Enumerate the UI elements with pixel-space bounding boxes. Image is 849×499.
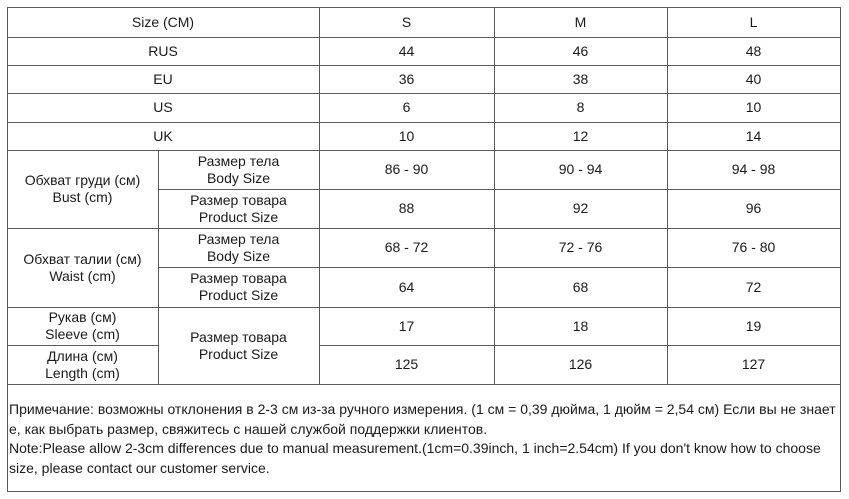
table-cell: 72 — [745, 278, 762, 295]
table-cell: 92 — [572, 200, 589, 216]
table-cell: 46 — [572, 42, 589, 59]
table-cell: 76 - 80 — [731, 239, 776, 255]
note-en-line: size, please contact our customer service. — [9, 459, 270, 476]
grid-line — [7, 384, 841, 385]
table-cell: 68 — [572, 278, 589, 295]
note-ru-line: Примечание: возможны отклонения в 2-3 см из-за ручного измерения. (1 см = 0,39 дюйма, 1 дюйм = 2,54 см) Если вы не знает — [9, 401, 836, 417]
note-en-line: Note:Please allow 2-3cm differences due to manual measurement.(1cm=0.39inch, 1 inch=2.54cm) If you don't know how to choose — [9, 440, 821, 456]
row-label-us: US — [153, 99, 173, 115]
measure-type-product: Размер товара Product Size — [190, 191, 287, 225]
table-cell: 12 — [572, 127, 589, 144]
table-cell: 38 — [572, 70, 589, 87]
table-cell: 64 — [398, 278, 415, 295]
table-cell: 127 — [741, 356, 766, 372]
table-cell: 10 — [745, 99, 762, 115]
table-cell: 8 — [576, 99, 585, 115]
group-label-waist: Обхват талии (см) Waist (cm) — [23, 250, 142, 284]
table-cell: 36 — [398, 70, 415, 87]
table-cell: 14 — [745, 127, 762, 144]
grid-line — [7, 491, 841, 492]
table-cell: 72 - 76 — [558, 239, 603, 255]
header-size-l: L — [749, 13, 758, 30]
group-label-bust: Обхват груди (см) Bust (cm) — [24, 172, 141, 205]
row-label-sleeve: Рукав (см) Sleeve (cm) — [45, 309, 120, 342]
measure-type-body: Размер тела Body Size — [197, 230, 280, 264]
table-cell: 10 — [398, 127, 415, 144]
table-cell: 88 — [398, 200, 415, 216]
table-cell: 125 — [394, 356, 419, 372]
note-ru-line: е, как выбрать размер, свяжитесь с нашей службой поддержки клиентов. — [9, 420, 488, 437]
measure-type-body: Размер тела Body Size — [197, 152, 280, 186]
header-size-m: M — [574, 13, 587, 30]
header-label: Size (CM) — [131, 13, 195, 30]
table-cell: 68 - 72 — [384, 239, 429, 255]
table-cell: 44 — [398, 42, 415, 59]
table-cell: 18 — [572, 317, 589, 334]
table-cell: 6 — [402, 99, 411, 115]
row-label-eu: EU — [153, 70, 173, 87]
table-cell: 96 — [745, 200, 762, 216]
table-cell: 40 — [745, 70, 762, 87]
table-cell: 90 - 94 — [558, 161, 603, 177]
table-cell: 48 — [745, 42, 762, 59]
measure-type-product: Размер товара Product Size — [190, 328, 287, 362]
table-cell: 94 - 98 — [731, 161, 776, 177]
table-cell: 19 — [745, 317, 762, 334]
measurement-note — [9, 400, 841, 478]
row-label-rus: RUS — [148, 42, 178, 59]
row-label-uk: UK — [153, 127, 173, 144]
measure-type-product: Размер товара Product Size — [190, 270, 287, 303]
row-label-length: Длина (см) Length (cm) — [45, 347, 120, 381]
table-cell: 86 - 90 — [384, 161, 429, 177]
table-cell: 17 — [398, 317, 415, 334]
table-cell: 126 — [568, 356, 593, 372]
header-size-s: S — [401, 13, 412, 30]
